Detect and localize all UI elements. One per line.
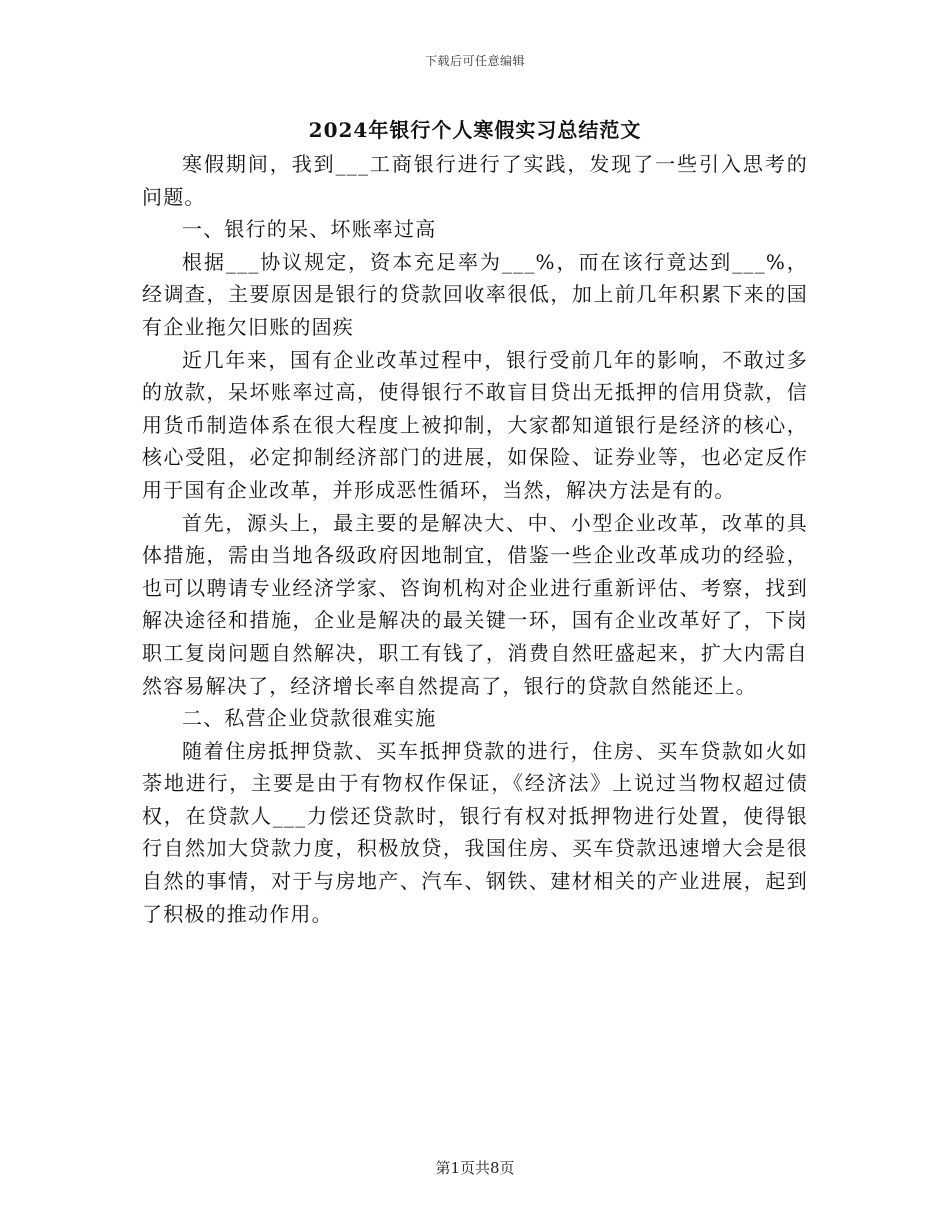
header-note: 下载后可任意编辑 <box>424 54 525 68</box>
paragraph-intro: 寒假期间，我到___工商银行进行了实践，发现了一些引入思考的问题。 <box>142 152 808 209</box>
document-body <box>142 148 808 930</box>
paragraph-reform-impact: 近几年来，国有企业改革过程中，银行受前几年的影响，不敢过多的放款，呆坏账率过高，使得银行不敢盲目贷出无抵押的信用贷款，信用货币制造体系在很大程度上被抑制，大家都知道银行是经济的核心，核心受阻，必定抑制经济部门的进展，如保险、证券业等，也必定反作用于国有企业改革，并形成恶性循环，当然，解决方法是有的。 <box>142 347 808 502</box>
paragraph-private-loans: 随着住房抵押贷款、买车抵押贷款的进行，住房、买车贷款如火如荼地进行，主要是由于有物权作保证，《经济法》上说过当物权超过债权，在贷款人___力偿还贷款时，银行有权对抵押物进行处置，使得银行自然加大贷款力度，积极放贷，我国住房、买车贷款迅速增大会是很自然的事情，对于与房地产、汽车、钢铁、建材相关的产业进展，起到了积极的推动作用。 <box>142 738 808 926</box>
document-title: 2024年银行个人寒假实习总结范文 <box>308 118 642 142</box>
page-number: 第1页共8页 <box>435 1159 515 1177</box>
paragraph-capital-ratio: 根据___协议规定，资本充足率为___%，而在该行竟达到___%，经调查，主要原因是银行的贷款回收率很低，加上前几年积累下来的国有企业拖欠旧账的固疾 <box>142 249 808 339</box>
section-heading-2: 二、私营企业贷款很难实施 <box>182 706 437 731</box>
paragraph-solutions: 首先，源头上，最主要的是解决大、中、小型企业改革，改革的具体措施，需由当地各级政府因地制宜，借鉴一些企业改革成功的经验，也可以聘请专业经济学家、咨询机构对企业进行重新评估、考察，找到解决途径和措施，企业是解决的最关键一环，国有企业改革好了，下岗职工复岗问题自然解决，职工有钱了，消费自然旺盛起来，扩大内需自然容易解决了，经济增长率自然提高了，银行的贷款自然能还上。 <box>142 510 808 698</box>
section-heading-1: 一、银行的呆、坏账率过高 <box>182 217 437 242</box>
